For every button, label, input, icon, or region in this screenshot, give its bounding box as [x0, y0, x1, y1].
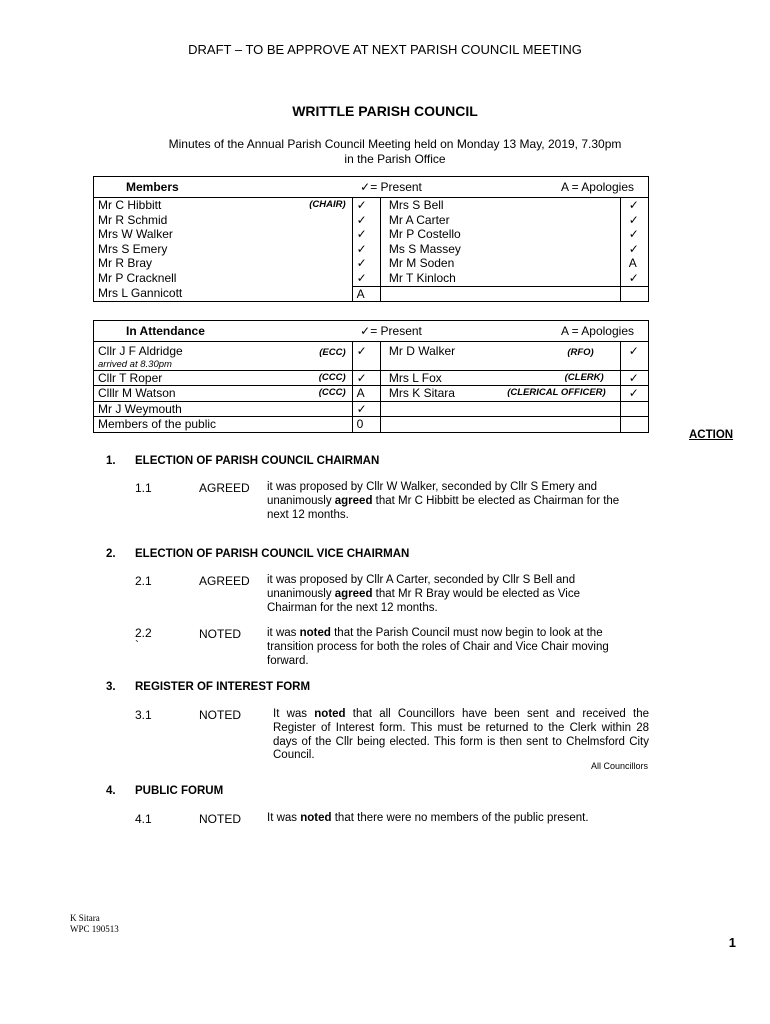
item-resolution: NOTED [199, 708, 241, 722]
section-number: 1. [106, 455, 116, 467]
item-number: 2.2 ` [135, 626, 152, 652]
item-number: 3.1 [135, 708, 152, 722]
member-name: Mrs L Gannicott [98, 285, 183, 300]
present-legend: ✓= Present [352, 177, 620, 198]
item-resolution: NOTED [199, 627, 241, 641]
item-number: 4.1 [135, 812, 152, 826]
attendee-name: Cllr J F Aldridge [98, 344, 183, 358]
attendance-row [94, 342, 649, 371]
members-left-marks [352, 198, 380, 302]
attendance-row [94, 401, 649, 417]
attendee-role: (ECC) [319, 347, 346, 358]
attendance-mark: ✓ [356, 241, 367, 256]
item-resolution: NOTED [199, 812, 241, 826]
attendance-mark [621, 286, 648, 302]
item-number: 1.1 [135, 481, 152, 495]
attendee-role: (CCC) [318, 371, 346, 383]
member-name: Mrs S Bell [388, 198, 444, 212]
attendee-name [380, 417, 620, 433]
member-name: Mr R Bray [98, 256, 152, 271]
attendee-role: (CLERK) [564, 371, 604, 383]
subtitle-line-2: in the Parish Office [344, 152, 446, 166]
members-right-names [380, 198, 620, 302]
action-responsible: All Councillors [590, 761, 648, 771]
attendance-mark: A [353, 286, 380, 302]
section-heading: ELECTION OF PARISH COUNCIL CHAIRMAN [135, 455, 380, 467]
apologies-legend: A = Apologies [620, 177, 648, 198]
members-table [93, 176, 649, 302]
attendance-row [94, 386, 649, 402]
item-number: 2.1 [135, 574, 152, 588]
attendee-role: (RFO) [567, 347, 594, 358]
members-left-names [94, 198, 353, 302]
attendee-name: Mr D Walker [388, 344, 456, 358]
section-number: 4. [106, 785, 116, 797]
attendance-mark: ✓ [620, 370, 648, 386]
page-title: WRITTLE PARISH COUNCIL [292, 103, 478, 119]
member-name: (CHAIR) Mr C Hibbitt [98, 198, 346, 212]
apologies-legend: A = Apologies [620, 321, 648, 342]
member-name: Mrs W Walker [98, 227, 173, 242]
member-name: Mrs S Emery [98, 241, 168, 256]
attendee-name: Mrs L Fox [388, 370, 442, 385]
attendee-name: Mr J Weymouth [94, 401, 353, 417]
item-text: It was noted that there were no members of the public present. [267, 812, 589, 824]
member-name: Mr R Schmid [98, 212, 168, 227]
meeting-subtitle [0, 137, 770, 167]
footer-document-ref: WPC 190513 [70, 924, 119, 934]
attendance-mark: A [352, 386, 380, 402]
attendance-mark: A [628, 256, 637, 271]
attendee-name: Cllr T Roper [98, 370, 163, 385]
section-number: 2. [106, 548, 116, 560]
member-role: (CHAIR) [309, 199, 346, 210]
attendee-cell [380, 386, 620, 402]
section-heading: REGISTER OF INTEREST FORM [135, 681, 311, 693]
attendance-mark: ✓ [352, 342, 380, 371]
section-number: 3. [106, 681, 116, 693]
attendance-mark [620, 401, 648, 417]
attendance-mark: ✓ [628, 212, 639, 227]
attendee-cell [94, 386, 353, 402]
attendance-mark: ✓ [352, 370, 380, 386]
attendee-name [380, 401, 620, 417]
attendance-mark: ✓ [628, 241, 639, 256]
item-text: it was noted that the Parish Council must now begin to look at the transition process for both the roles of Chair and Vice Chair moving forward. [267, 627, 609, 667]
attendance-mark: 0 [352, 417, 380, 433]
attendance-mark: ✓ [356, 227, 367, 242]
item-text: It was noted that all Councillors have been sent and received the Register of Interest form. This must be returned to the Clerk within 28 days of the Cllr being elected. This form is then sent to Chelmsford City Council. [273, 708, 649, 762]
member-name: Mr P Costello [388, 227, 461, 242]
item-resolution: AGREED [199, 574, 250, 588]
attendance-heading: In Attendance [94, 321, 353, 342]
member-name [381, 286, 620, 302]
member-name: Mr T Kinloch [388, 270, 456, 285]
attendee-cell [380, 370, 620, 386]
attendance-row [94, 417, 649, 433]
arrival-note: arrived at 8.30pm [98, 358, 172, 370]
attendee-name: Members of the public [94, 417, 353, 433]
section-heading: PUBLIC FORUM [135, 785, 224, 797]
member-name: Mr A Carter [388, 212, 450, 227]
item-resolution: AGREED [199, 481, 250, 495]
attendee-name: Clllr M Watson [98, 386, 176, 401]
attendance-mark: ✓ [356, 256, 367, 271]
attendance-mark: ✓ [620, 342, 648, 371]
attendance-mark: ✓ [628, 227, 639, 242]
footer-reference [70, 913, 119, 935]
attendance-mark [620, 417, 648, 433]
attendance-mark: ✓ [356, 212, 367, 227]
attendance-table [93, 320, 649, 433]
attendee-cell [94, 342, 353, 371]
attendee-role: (CCC) [318, 387, 346, 399]
item-text: it was proposed by Cllr W Walker, seconded by Cllr S Emery and unanimously agreed that Mr C Hibbitt be elected as Chairman for the next 12 months. [267, 481, 620, 521]
subtitle-line-1: Minutes of the Annual Parish Council Meeting held on Monday 13 May, 2019, 7.30pm [168, 137, 622, 151]
action-column-heading: ACTION [689, 429, 734, 441]
attendance-mark: ✓ [356, 198, 367, 212]
members-rows [94, 198, 649, 302]
attendee-cell [380, 342, 620, 371]
attendance-mark: ✓ [352, 401, 380, 417]
item-text: it was proposed by Cllr A Carter, seconded by Cllr S Bell and unanimously agreed that Mr R Bray would be elected as Vice Chairman for the next 12 months. [267, 574, 581, 614]
member-name: Mr P Cracknell [98, 270, 177, 285]
member-name: Mr M Soden [388, 256, 455, 271]
members-right-marks [620, 198, 648, 302]
member-name: Ms S Massey [388, 241, 461, 256]
attendee-role: (CLERICAL OFFICER) [507, 387, 606, 399]
section-heading: ELECTION OF PARISH COUNCIL VICE CHAIRMAN [135, 548, 410, 560]
page-number: 1 [728, 935, 736, 950]
members-heading: Members [94, 177, 353, 198]
draft-notice: DRAFT – TO BE APPROVE AT NEXT PARISH COUNCIL MEETING [188, 42, 582, 57]
attendance-mark: ✓ [620, 386, 648, 402]
attendance-mark: ✓ [356, 270, 367, 285]
footer-author: K Sitara [70, 913, 100, 923]
present-legend: ✓= Present [352, 321, 620, 342]
attendance-mark: ✓ [628, 270, 639, 285]
attendee-cell [94, 370, 353, 386]
attendance-row [94, 370, 649, 386]
attendee-name: Mrs K Sitara [388, 386, 455, 401]
attendance-mark: ✓ [628, 198, 639, 212]
